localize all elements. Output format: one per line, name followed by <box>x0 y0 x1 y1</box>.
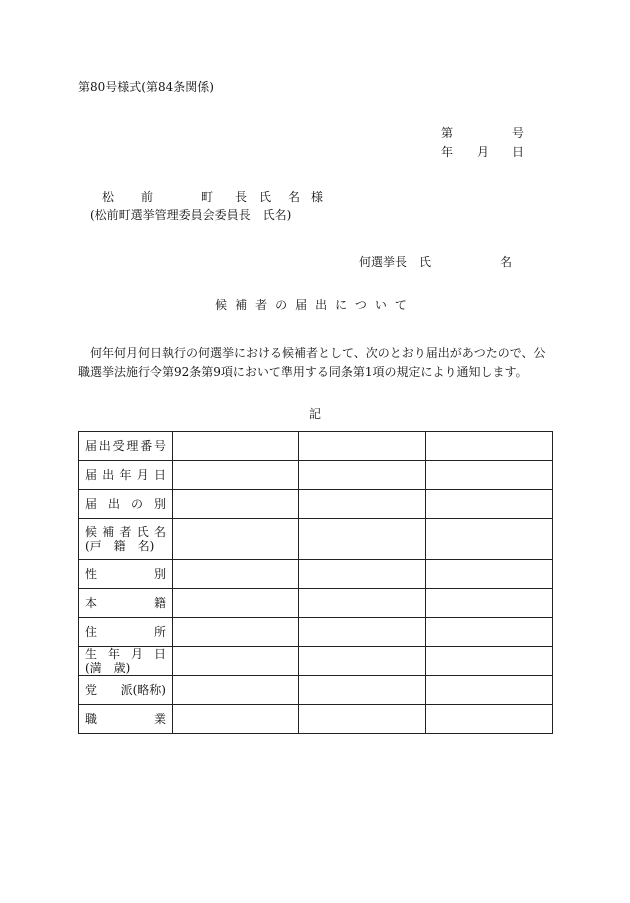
table-row <box>79 647 553 676</box>
addressee-subtitle: (松前町選挙管理委員会委員長 氏名) <box>90 208 292 222</box>
row-label-cell <box>79 519 173 560</box>
value-cell <box>426 647 553 676</box>
row-label-char: 住 <box>85 625 98 639</box>
table-row <box>79 589 553 618</box>
value-cell <box>426 560 553 589</box>
value-cell <box>173 676 299 705</box>
row-label-cell <box>79 432 173 461</box>
value-cell <box>299 676 426 705</box>
document-title: 候補者の届出について <box>215 298 415 312</box>
value-cell <box>173 705 299 734</box>
row-label-char: 月 <box>136 468 149 482</box>
value-cell <box>426 432 553 461</box>
row-label <box>85 525 166 539</box>
row-label-cell <box>79 647 173 676</box>
row-label-cell <box>79 560 173 589</box>
row-label-char: 受 <box>112 439 125 453</box>
row-label-char: 本 <box>85 596 98 610</box>
row-label-cell <box>79 589 173 618</box>
value-cell <box>173 519 299 560</box>
body-paragraph: 何年何月何日執行の何選挙における候補者として、次のとおり届出があつたので、公職選挙法施行令第92条第9項において準用する同条第1項の規定により通知します。 <box>78 346 546 379</box>
value-cell <box>426 676 553 705</box>
form-number: 第80号様式(第84条関係) <box>78 80 214 94</box>
value-cell <box>426 618 553 647</box>
value-cell <box>173 618 299 647</box>
row-label-char: 届 <box>85 439 98 453</box>
row-label-char: 生 <box>85 647 98 661</box>
addressee-char: 松 <box>102 190 115 204</box>
row-label-char: 出 <box>107 497 120 511</box>
addressee-char: 名 <box>288 190 301 204</box>
value-cell <box>299 519 426 560</box>
row-label-char: 名 <box>153 525 166 539</box>
row-label <box>85 439 166 453</box>
value-cell <box>173 490 299 519</box>
value-cell <box>299 618 426 647</box>
row-label-char: 番 <box>140 439 153 453</box>
row-label <box>85 497 166 511</box>
table-row <box>79 618 553 647</box>
row-label <box>85 625 166 639</box>
addressee-char: 氏 <box>259 190 272 204</box>
table-row <box>79 519 553 560</box>
value-cell <box>173 432 299 461</box>
row-label-cell <box>79 461 173 490</box>
row-label-char: の <box>130 497 143 511</box>
date-day: 日 <box>512 145 525 159</box>
row-label-char: 出 <box>98 439 111 453</box>
row-sublabel: (戸 籍 名) <box>85 539 155 553</box>
sender-label: 何選挙長 氏 <box>359 255 432 269</box>
row-label-char: 届 <box>85 468 98 482</box>
addressee-char: 町 <box>201 190 214 204</box>
value-cell <box>299 705 426 734</box>
row-label-char: 補 <box>102 525 115 539</box>
value-cell <box>426 705 553 734</box>
value-cell <box>299 647 426 676</box>
table-row <box>79 461 553 490</box>
row-label-char: 届 <box>85 497 98 511</box>
value-cell <box>173 589 299 618</box>
value-cell <box>299 461 426 490</box>
date-month: 月 <box>477 145 490 159</box>
row-label-char: 所 <box>153 625 166 639</box>
ki-heading: 記 <box>308 407 321 421</box>
value-cell <box>426 589 553 618</box>
table-row <box>79 676 553 705</box>
row-label-char: 年 <box>119 468 132 482</box>
row-label-char: 日 <box>153 468 166 482</box>
row-label-char: 候 <box>85 525 98 539</box>
sender-name: 名 <box>500 255 513 269</box>
value-cell <box>426 490 553 519</box>
row-label <box>85 468 166 482</box>
row-label-char: 月 <box>130 647 143 661</box>
row-label-char: 性 <box>85 567 98 581</box>
row-label-char: 年 <box>107 647 120 661</box>
row-label-char: 籍 <box>153 596 166 610</box>
row-label-char: 業 <box>153 712 166 726</box>
row-label-char: 派(略称) <box>120 683 166 697</box>
value-cell <box>299 589 426 618</box>
addressee-char: 前 <box>141 190 154 204</box>
value-cell <box>426 461 553 490</box>
row-label-char: 出 <box>102 468 115 482</box>
row-label-char: 別 <box>153 497 166 511</box>
value-cell <box>173 461 299 490</box>
row-label-cell <box>79 705 173 734</box>
date-year: 年 <box>441 145 454 159</box>
notification-table <box>78 431 553 734</box>
row-label-char: 職 <box>85 712 98 726</box>
row-label-char: 理 <box>126 439 139 453</box>
row-label-cell <box>79 618 173 647</box>
value-cell <box>426 519 553 560</box>
row-sublabel: (満 歳) <box>85 661 131 675</box>
row-label <box>85 647 166 661</box>
table-row <box>79 490 553 519</box>
row-label <box>85 712 166 726</box>
row-label-cell <box>79 490 173 519</box>
row-label-char: 氏 <box>136 525 149 539</box>
addressee-char: 長 <box>235 190 248 204</box>
table-row <box>79 560 553 589</box>
row-label-char: 党 <box>85 683 98 697</box>
row-label-char: 者 <box>119 525 132 539</box>
value-cell <box>299 432 426 461</box>
value-cell <box>299 560 426 589</box>
table-row <box>79 432 553 461</box>
row-label-char: 日 <box>153 647 166 661</box>
row-label-cell <box>79 676 173 705</box>
value-cell <box>173 647 299 676</box>
value-cell <box>299 490 426 519</box>
value-cell <box>173 560 299 589</box>
number-label: 第 <box>441 126 454 140</box>
row-label <box>85 683 166 697</box>
addressee-char: 様 <box>311 190 324 204</box>
row-label-char: 号 <box>153 439 166 453</box>
row-label-char: 別 <box>153 567 166 581</box>
table-row <box>79 705 553 734</box>
number-suffix: 号 <box>512 126 525 140</box>
row-label <box>85 596 166 610</box>
row-label <box>85 567 166 581</box>
